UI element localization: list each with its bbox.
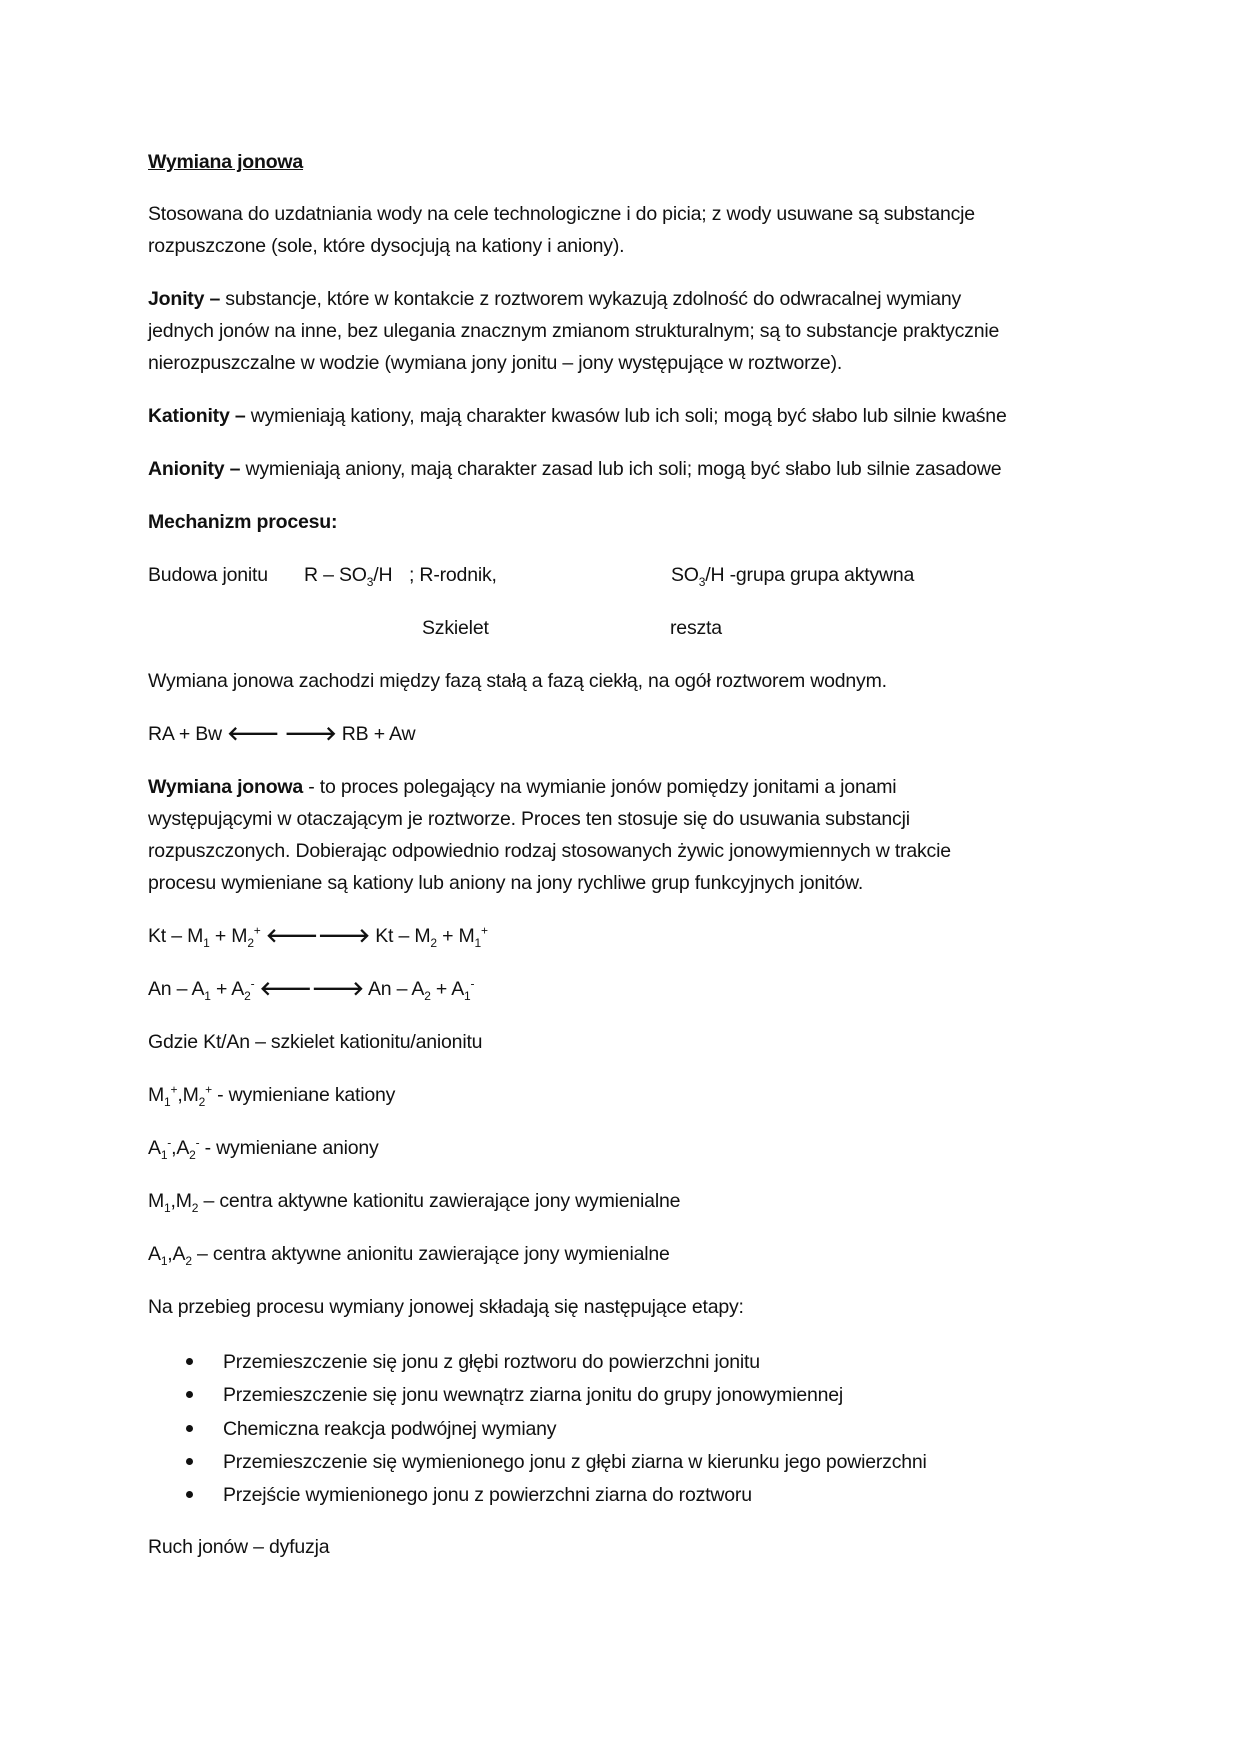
definition-term: Wymiana jonowa: [148, 776, 304, 798]
definition-line-3: rozpuszczonych. Dobierając odpowiednio rodzaj stosowanych żywic jonowymiennych w trakcie: [148, 840, 951, 862]
kationy-legend: [148, 1079, 395, 1111]
group-sub: 3: [698, 574, 706, 589]
intro-line-1: Stosowana do uzdatniania wody na cele technologiczne i do picia; z wody usuwane są substancje: [148, 203, 975, 225]
reversible-arrow-icon: 🡐🡒: [259, 978, 364, 1000]
sym-sub: 1: [160, 1253, 168, 1268]
anionity-line: [148, 453, 1001, 485]
list-item: [148, 1413, 927, 1446]
bullet-icon: [186, 1358, 193, 1365]
formula-part: /H: [373, 564, 393, 586]
sym: M: [182, 1084, 199, 1106]
jonity-line-1: [148, 283, 961, 315]
jonity-line-3: nierozpuszczalne w wodzie (wymiana jony jonitu – jony występujące w roztworze).: [148, 352, 843, 374]
sym-sub: 2: [198, 1094, 206, 1109]
etapy-list: [148, 1346, 927, 1512]
mechanizm-text: Mechanizm procesu:: [148, 511, 338, 533]
definition-line-4: procesu wymieniane są kationy lub aniony na jony rychliwe grup funkcyjnych jonitów.: [148, 872, 864, 894]
formula-sub: 3: [366, 574, 374, 589]
sym: M: [148, 1084, 165, 1106]
sym-sup: -: [195, 1135, 200, 1150]
jonity-term: Jonity –: [148, 288, 221, 310]
eq-part: Kt – M: [148, 925, 204, 947]
sym: ,: [170, 1190, 176, 1212]
eq-sub: 2: [430, 935, 437, 950]
budowa-label: Budowa jonitu: [148, 564, 268, 586]
eq-sub: 1: [204, 988, 211, 1003]
eq-part: + M: [436, 925, 475, 947]
sym-sub: 2: [185, 1253, 192, 1268]
budowa-rodnik: ; R-rodnik,: [409, 564, 497, 586]
legend-text: - wymieniane kationy: [211, 1084, 396, 1106]
bullet-icon: [186, 1458, 193, 1465]
faza-line: Wymiana jonowa zachodzi między fazą stałą a fazą ciekłą, na ogół roztworem wodnym.: [148, 670, 887, 692]
kationity-term: Kationity –: [148, 405, 246, 427]
sym-sub: 1: [164, 1094, 171, 1109]
list-item: [148, 1446, 927, 1479]
sym: M: [148, 1190, 165, 1212]
legend-text: – centra aktywne kationitu zawierające jony wymienialne: [198, 1190, 681, 1212]
sym: ,: [167, 1243, 173, 1265]
eq-part: An – A: [363, 978, 425, 1000]
definition-text-1: - to proces polegający na wymianie jonów pomiędzy jonitami a jonami: [303, 776, 897, 798]
eq-sup: +: [253, 923, 261, 938]
sym-sup: +: [170, 1082, 178, 1097]
page-title: Wymiana jonowa: [148, 151, 304, 173]
eq-part: + A: [210, 978, 245, 1000]
intro-line-2: rozpuszczone (sole, które dysocjują na kationy i aniony).: [148, 235, 625, 257]
list-item-text: Przejście wymienionego jonu z powierzchni ziarna do roztworu: [223, 1484, 752, 1507]
sym-sub: 1: [160, 1147, 168, 1162]
anionity-term: Anionity –: [148, 458, 241, 480]
sym-sub: 1: [164, 1200, 171, 1215]
sym: M: [175, 1190, 192, 1212]
eq-sub: 2: [244, 988, 251, 1003]
eq-sub: 1: [464, 988, 471, 1003]
list-item-text: Przemieszczenie się wymienionego jonu z głębi ziarna w kierunku jego powierzchni: [223, 1450, 927, 1473]
sym: A: [148, 1137, 161, 1159]
centra-anionitu: [148, 1238, 670, 1270]
eq-sub: 1: [474, 935, 482, 950]
reversible-arrow-icon: 🡐 🡒: [227, 723, 337, 745]
list-item-text: Chemiczna reakcja podwójnej wymiany: [223, 1417, 557, 1440]
reaction-right: RB + Aw: [341, 723, 416, 745]
eq-part: + A: [430, 978, 465, 1000]
sym-sup: +: [205, 1082, 212, 1097]
ruch-line: Ruch jonów – dyfuzja: [148, 1536, 330, 1558]
list-item: [148, 1379, 927, 1412]
budowa-group: [671, 559, 914, 591]
group-part: SO: [671, 564, 699, 586]
list-item-text: Przemieszczenie się jonu z głębi roztworu do powierzchni jonitu: [223, 1351, 760, 1373]
reversible-arrow-icon: 🡐🡒: [265, 925, 371, 947]
definition-line-2: występującymi w otaczającym je roztworze. Proces ten stosuje się do usuwania substancji: [148, 808, 910, 830]
gdzie-line: Gdzie Kt/An – szkielet kationitu/anionitu: [148, 1031, 483, 1053]
list-item-text: Przemieszczenie się jonu wewnątrz ziarna jonitu do grupy jonowymiennej: [223, 1384, 844, 1407]
eq-part: An – A: [148, 978, 205, 1000]
kationity-line: [148, 400, 1007, 432]
eq-sub: 1: [203, 935, 210, 950]
szkielet-label: Szkielet: [422, 617, 489, 639]
eq-sup: -: [470, 976, 475, 991]
bullet-icon: [186, 1491, 193, 1498]
list-item: [148, 1479, 927, 1512]
mechanizm-heading: [148, 506, 337, 538]
reszta-label: reszta: [670, 617, 722, 639]
eq-sup: +: [481, 923, 488, 938]
eq-part: + M: [209, 925, 248, 947]
centra-kationitu: [148, 1185, 680, 1217]
eq-part: Kt – M: [370, 925, 431, 947]
list-item: [148, 1346, 927, 1379]
sym-sub: 2: [191, 1200, 199, 1215]
sym: ,: [177, 1084, 183, 1106]
sym: ,: [171, 1137, 177, 1159]
sym: A: [148, 1243, 161, 1265]
etapy-intro: Na przebieg procesu wymiany jonowej składają się następujące etapy:: [148, 1296, 744, 1318]
sym-sub: 2: [189, 1147, 196, 1162]
bullet-icon: [186, 1425, 193, 1432]
equation-anionit: [148, 973, 474, 1005]
budowa-formula: [304, 559, 392, 591]
reaction-left: RA + Bw: [148, 723, 222, 745]
jonity-text-1: substancje, które w kontakcie z roztworem wykazują zdolność do odwracalnej wymiany: [220, 288, 962, 310]
eq-sup: -: [250, 976, 255, 991]
legend-text: – centra aktywne anionitu zawierające jony wymienialne: [191, 1243, 670, 1265]
eq-sub: 2: [247, 935, 254, 950]
equation-kationit: [148, 920, 488, 952]
anionity-text: wymieniają aniony, mają charakter zasad lub ich soli; mogą być słabo lub silnie zasadowe: [240, 458, 1002, 480]
jonity-line-2: jednych jonów na inne, bez ulegania znacznym zmianom strukturalnym; są to substancje praktycznie: [148, 320, 1000, 342]
kationity-text: wymieniają kationy, mają charakter kwasów lub ich soli; mogą być słabo lub silnie kwaśne: [245, 405, 1007, 427]
formula-part: R – SO: [304, 564, 367, 586]
bullet-icon: [186, 1391, 193, 1398]
eq-sub: 2: [424, 988, 431, 1003]
aniony-legend: [148, 1132, 379, 1164]
sym: A: [172, 1243, 186, 1265]
group-part: /H -grupa grupa aktywna: [705, 564, 915, 586]
reaction-basic: [148, 718, 415, 750]
sym-sup: -: [167, 1135, 172, 1150]
legend-text: - wymieniane aniony: [199, 1137, 379, 1159]
definition-line-1: [148, 771, 896, 803]
sym: A: [176, 1137, 190, 1159]
